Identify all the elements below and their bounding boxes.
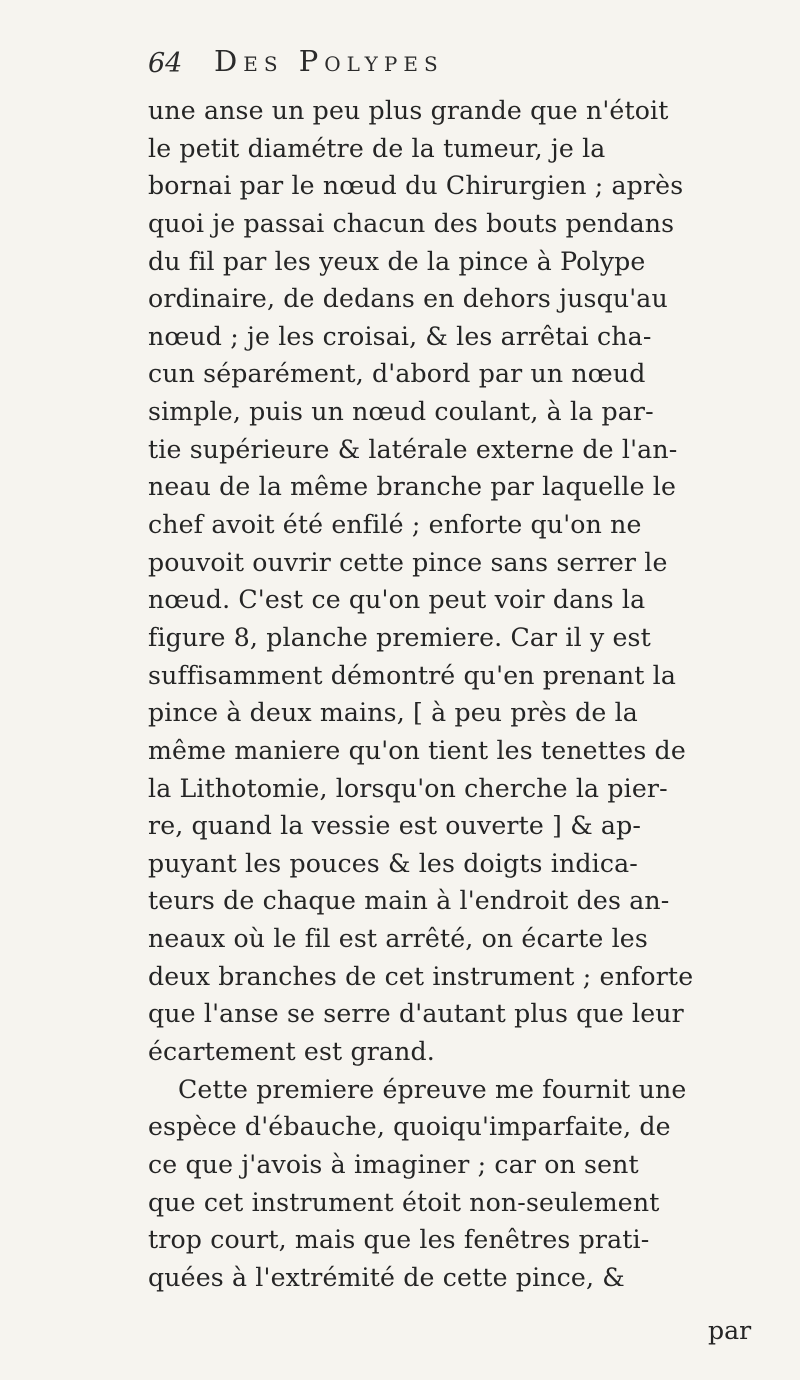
text-line: du fil par les yeux de la pince à Polype xyxy=(148,246,646,276)
text-line: deux branches de cet instrument ; enforte xyxy=(148,961,694,991)
text-line: chef avoit été enfilé ; enforte qu'on ne xyxy=(148,510,642,540)
catchword: par xyxy=(708,1316,752,1345)
text-line: ce que j'avois à imaginer ; car on sent xyxy=(148,1149,639,1179)
text-line: puyant les pouces & les doigts indica- xyxy=(148,848,638,878)
text-line: le petit diamétre de la tumeur, je la xyxy=(148,133,606,163)
text-line: une anse un peu plus grande que n'étoit xyxy=(148,96,669,125)
text-line: bornai par le nœud du Chirurgien ; après xyxy=(148,171,684,201)
text-line: neau de la même branche par laquelle le xyxy=(148,472,677,502)
text-line: écartement est grand. xyxy=(148,1037,435,1067)
text-line: la Lithotomie, lorsqu'on cherche la pier- xyxy=(148,773,668,803)
text-line: nœud ; je les croisai, & les arrêtai cha- xyxy=(148,321,652,351)
paragraph-start-line: Cette premiere épreuve me fournit une xyxy=(178,1074,687,1104)
text-line: quoi je passai chacun des bouts pendans xyxy=(148,208,675,238)
text-line: même maniere qu'on tient les tenettes de xyxy=(148,735,686,765)
text-line: re, quand la vessie est ouverte ] & ap- xyxy=(148,811,642,841)
page-header xyxy=(148,40,708,90)
text-line: neaux où le fil est arrêté, on écarte les xyxy=(148,924,648,954)
text-line: que cet instrument étoit non-seulement xyxy=(148,1187,660,1217)
running-title: Des Polypes xyxy=(214,44,444,78)
text-line: que l'anse se serre d'autant plus que leur xyxy=(148,999,684,1029)
text-line: ordinaire, de dedans en dehors jusqu'au xyxy=(148,284,668,314)
text-line: espèce d'ébauche, quoiqu'imparfaite, de xyxy=(148,1112,671,1142)
text-line: quées à l'extrémité de cette pince, & xyxy=(148,1262,625,1292)
page-number: 64 xyxy=(148,48,183,79)
text-line: suffisamment démontré qu'en prenant la xyxy=(148,660,677,690)
body-text xyxy=(148,92,788,1297)
text-line: nœud. C'est ce qu'on peut voir dans la xyxy=(148,585,646,615)
text-line: pince à deux mains, [ à peu près de la xyxy=(148,698,638,728)
text-line: tie supérieure & latérale externe de l'an- xyxy=(148,434,678,464)
text-line: figure 8, planche premiere. Car il y est xyxy=(148,622,651,652)
text-line: cun séparément, d'abord par un nœud xyxy=(148,359,646,389)
text-line: trop court, mais que les fenêtres prati- xyxy=(148,1225,650,1255)
text-line: pouvoit ouvrir cette pince sans serrer le xyxy=(148,547,668,577)
text-line: teurs de chaque main à l'endroit des an- xyxy=(148,886,670,916)
text-line: simple, puis un nœud coulant, à la par- xyxy=(148,397,654,427)
